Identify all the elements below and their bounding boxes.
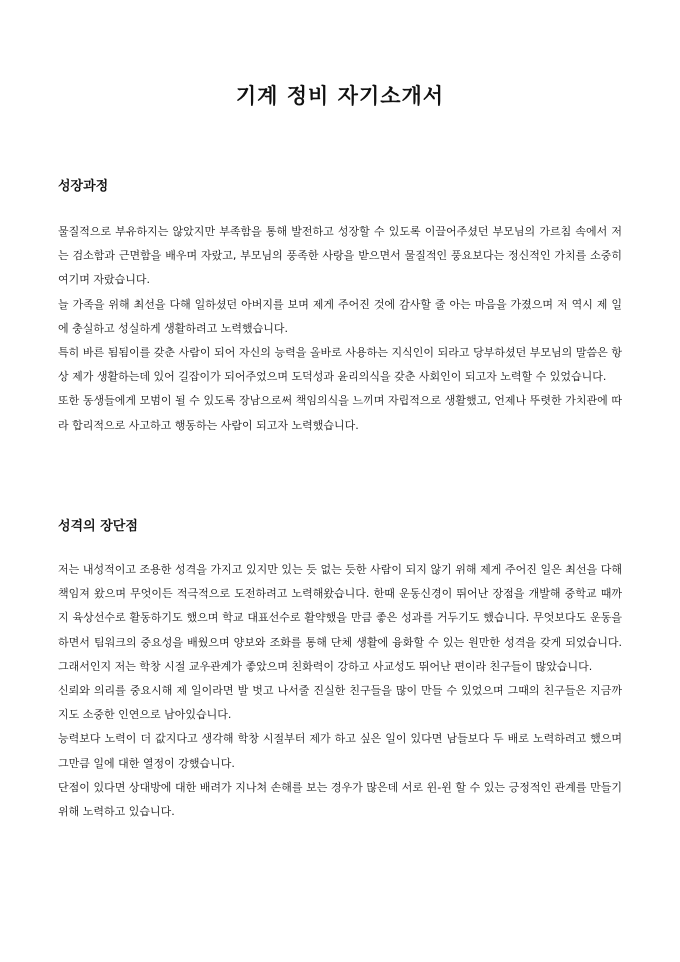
paragraph: 신뢰와 의리를 중요시해 제 일이라면 발 벗고 나서줄 진실한 친구들을 많이 만들 수 있었으며 그때의 친구들은 지금까지도 소중한 인연으로 남아있습니다. (58, 684, 622, 722)
section-heading-personality: 성격의 장단점 (58, 519, 138, 534)
section-heading-growth: 성장과정 (58, 179, 109, 194)
paragraph: 특히 바른 됨됨이를 갖춘 사람이 되어 자신의 능력을 올바로 사용하는 지식인이 되라고 당부하셨던 부모님의 말씀은 항상 제가 생활하는데 있어 길잡이가 되어주었으며 도덕성과 윤리의식을 갖춘 사회인이 되고자 노력할 수 있었습니다. (58, 346, 622, 384)
paragraph: 단점이 있다면 상대방에 대한 배려가 지나쳐 손해를 보는 경우가 많은데 서로 윈-윈 할 수 있는 긍정적인 관계를 만들기 위해 노력하고 있습니다. (58, 780, 622, 819)
paragraph: 또한 동생들에게 모범이 될 수 있도록 장남으로써 책임의식을 느끼며 자립적으로 생활했고, 언제나 뚜렷한 가치관에 따라 합리적으로 사고하고 행동하는 사람이 되고자 노력했습니다. (58, 394, 622, 432)
document-title: 기계 정비 자기소개서 (235, 83, 445, 108)
paragraph: 저는 내성적이고 조용한 성격을 가지고 있지만 있는 듯 없는 듯한 사람이 되지 않기 위해 제게 주어진 일은 최선을 다해 책임져 왔으며 무엇이든 적극적으로 도전하려고 노력해왔습니다. 한때 운동신경이 뛰어난 장점을 개발해 중학교 때까지 육상선수로 활동하기도 했으며 학교 대표선수로 활약했을 만큼 좋은 성과를 거두기도 했습니다. 무엇보다도 운동을 하면서 팀워크의 중요성을 배웠으며 양보와 조화를 통해 단체 생활에 융화할 수 있는 원만한 성격을 갖게 되었습니다. 그래서인지 저는 학창 시절 교우관계가 좋았으며 친화력이 강하고 사교성도 뛰어난 편이라 친구들이 많았습니다. (58, 563, 622, 673)
paragraph: 늘 가족을 위해 최선을 다해 일하셨던 아버지를 보며 제게 주어진 것에 감사할 줄 아는 마음을 가졌으며 저 역시 제 일에 충실하고 성실하게 생활하려고 노력했습니다. (58, 297, 622, 335)
section-body-personality (58, 558, 622, 824)
paragraph: 능력보다 노력이 더 값지다고 생각해 학창 시절부터 제가 하고 싶은 일이 있다면 남들보다 두 배로 노력하려고 했으며 그만큼 일에 대한 열정이 강했습니다. (58, 732, 622, 770)
paragraph: 물질적으로 부유하지는 않았지만 부족함을 통해 발전하고 성장할 수 있도록 이끌어주셨던 부모님의 가르침 속에서 저는 검소함과 근면함을 배우며 자랐고, 부모님의 풍족한 사랑을 받으면서 물질적인 풍요보다는 정신적인 가치를 소중히 여기며 자랐습니다. (58, 225, 622, 287)
section-body-growth (58, 220, 622, 438)
